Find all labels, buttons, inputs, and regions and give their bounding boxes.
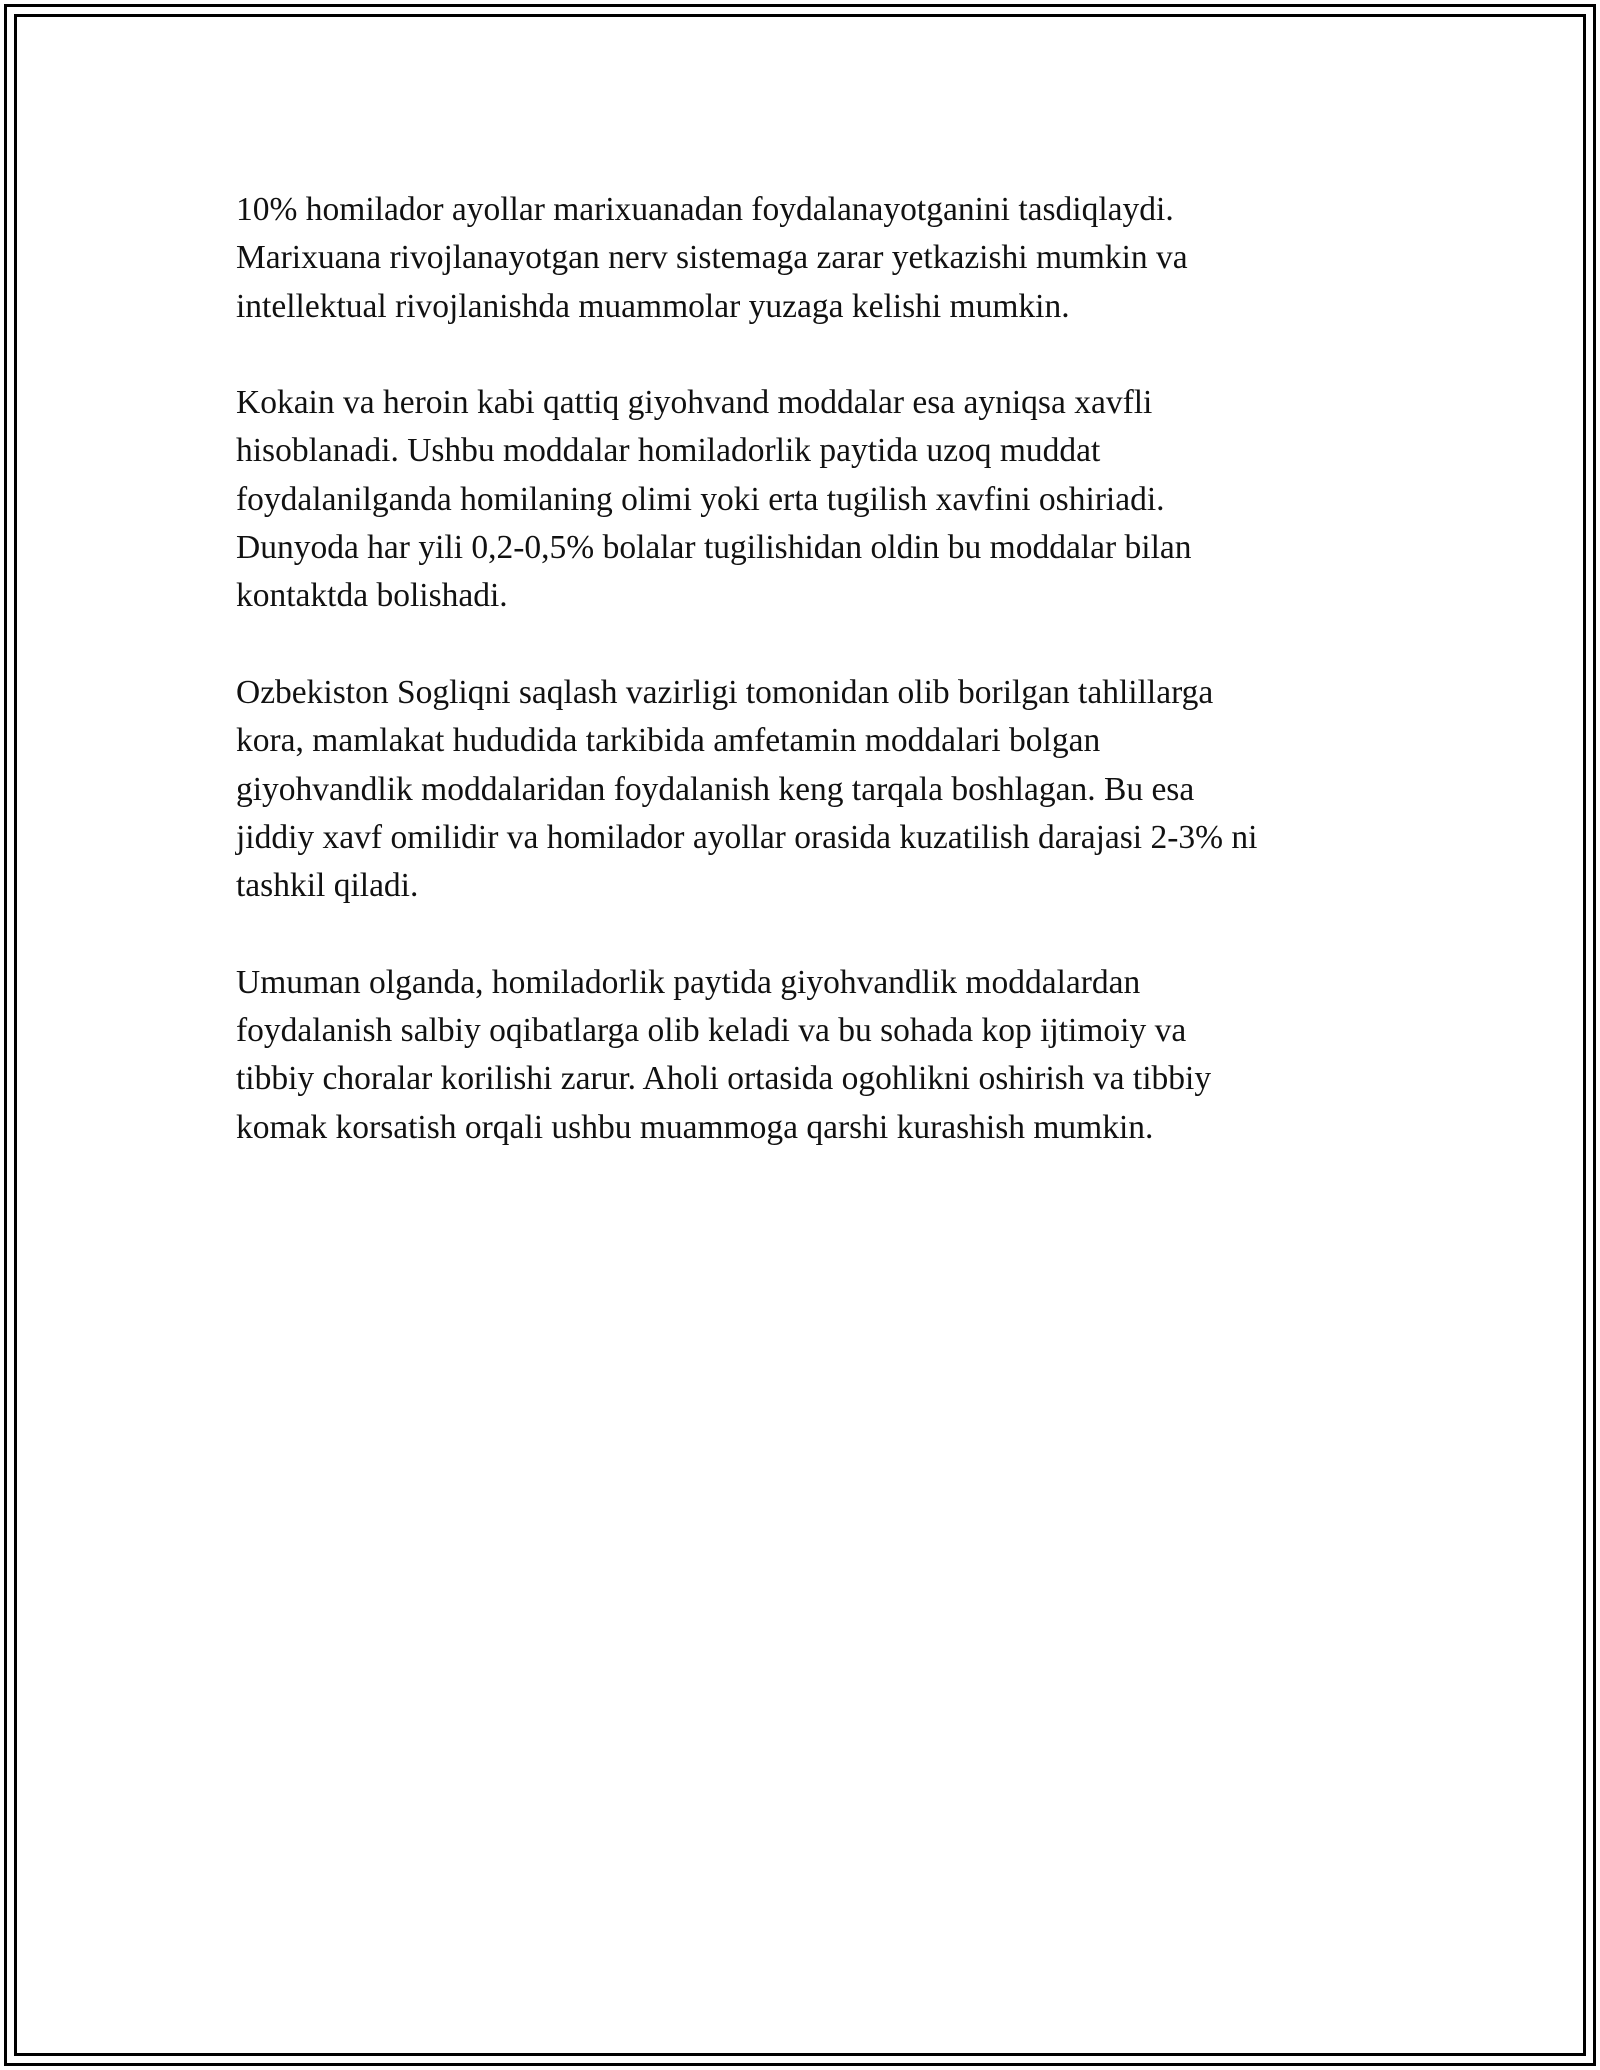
text-line: tashkil qiladi. xyxy=(236,867,419,905)
text-line: tibbiy choralar korilishi zarur. Aholi ortasida ogohlikni oshirish va tibbiy xyxy=(236,1060,1212,1098)
text-line: kora, mamlakat hududida tarkibida amfetamin moddalari bolgan xyxy=(236,722,1101,760)
document-body xyxy=(236,186,1376,1200)
text-line: giyohvandlik moddalaridan foydalanish keng tarqala boshlagan. Bu esa xyxy=(236,770,1195,808)
text-line: Marixuana rivojlanayotgan nerv sistemaga zarar yetkazishi mumkin va xyxy=(236,239,1188,277)
paragraph-conclusion xyxy=(236,959,1376,1152)
text-line: 10% homilador ayollar marixuanadan foydalanayotganini tasdiqlaydi. xyxy=(236,191,1174,228)
text-line: foydalanish salbiy oqibatlarga olib keladi va bu sohada kop ijtimoiy va xyxy=(236,1012,1187,1050)
text-line: Dunyoda har yili 0,2-0,5% bolalar tugilishidan oldin bu moddalar bilan xyxy=(236,529,1192,567)
text-line: komak korsatish orqali ushbu muammoga qarshi kurashish mumkin. xyxy=(236,1108,1154,1146)
paragraph-hard-drugs xyxy=(236,379,1376,620)
text-line: Umuman olganda, homiladorlik paytida giyohvandlik moddalardan xyxy=(236,963,1141,1001)
text-line: hisoblanadi. Ushbu moddalar homiladorlik paytida uzoq muddat xyxy=(236,432,1101,470)
paragraph-marijuana xyxy=(236,186,1376,331)
text-line: Kokain va heroin kabi qattiq giyohvand moddalar esa ayniqsa xavfli xyxy=(236,384,1153,422)
text-line: foydalanilganda homilaning olimi yoki erta tugilish xavfini oshiriadi. xyxy=(236,480,1165,518)
paragraph-uzbekistan xyxy=(236,669,1376,910)
text-line: intellektual rivojlanishda muammolar yuzaga kelishi mumkin. xyxy=(236,287,1070,325)
text-line: jiddiy xavf omilidir va homilador ayollar orasida kuzatilish darajasi 2-3% ni xyxy=(236,818,1258,856)
text-line: kontaktda bolishadi. xyxy=(236,577,508,615)
text-line: Ozbekiston Sogliqni saqlash vazirligi tomonidan olib borilgan tahlillarga xyxy=(236,673,1214,711)
